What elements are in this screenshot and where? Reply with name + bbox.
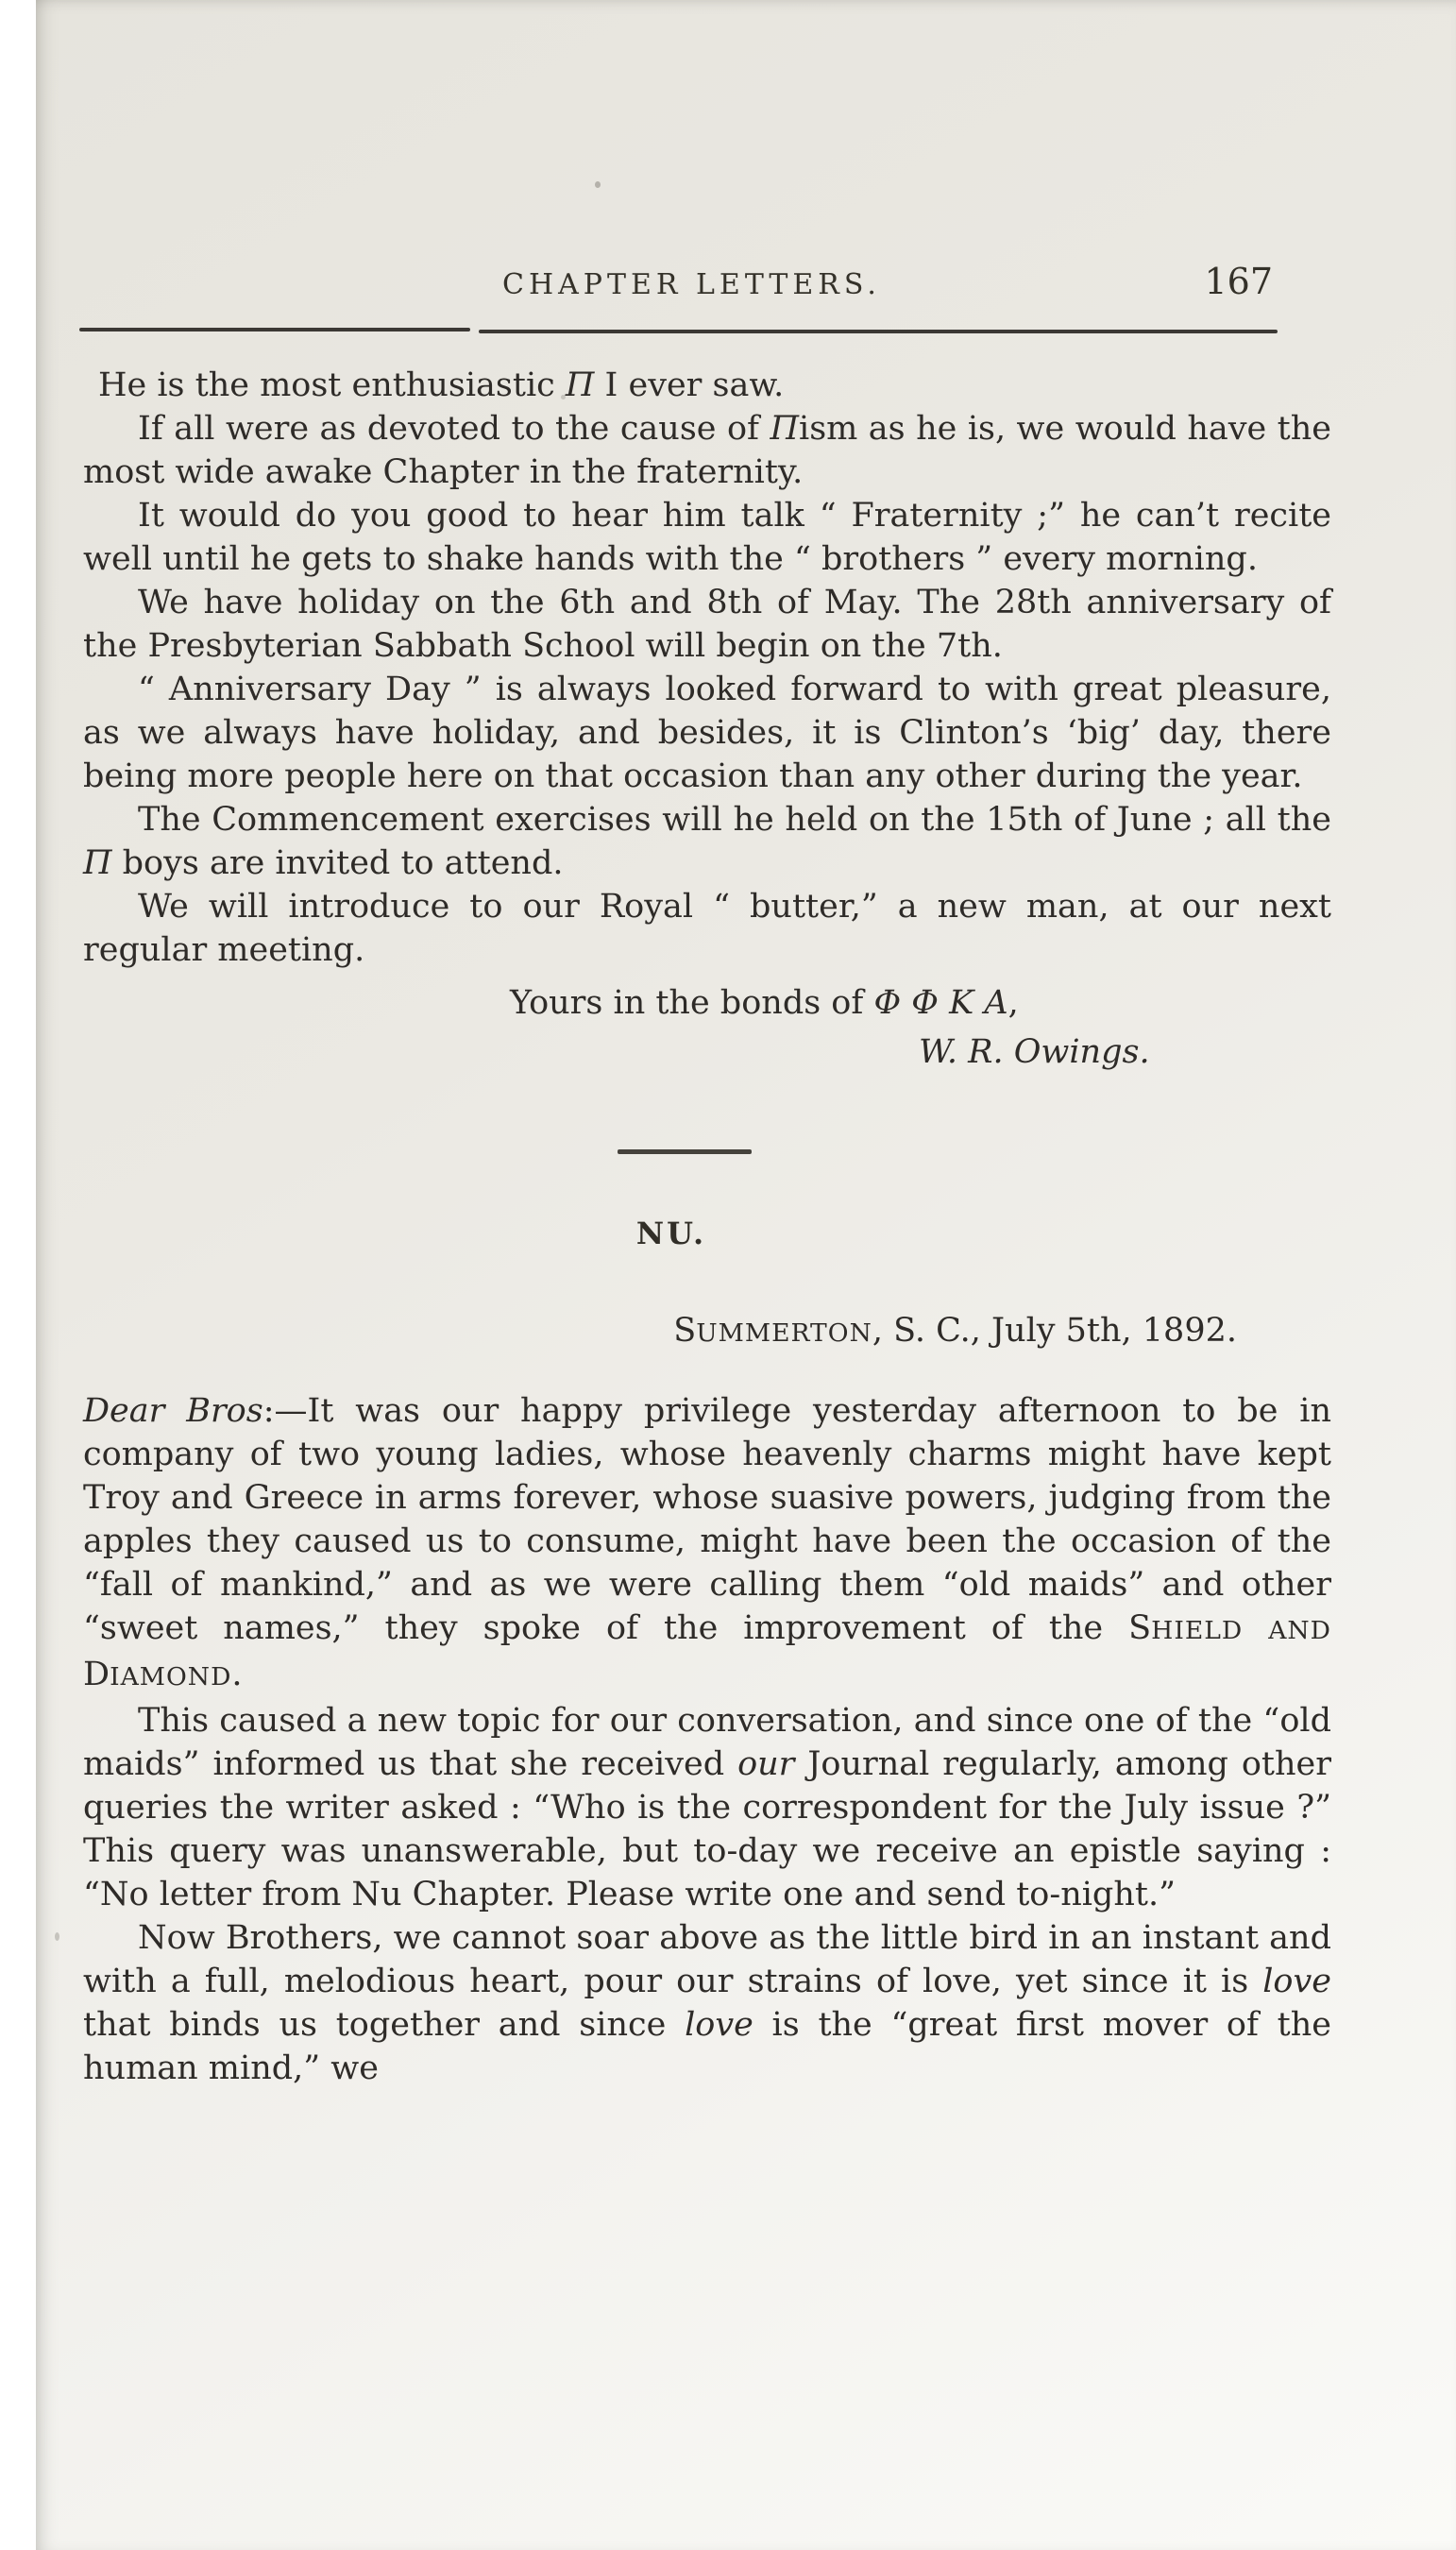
section-heading-nu: NU. (635, 1216, 707, 1251)
text-run: . (231, 1656, 243, 1693)
paragraph (83, 1389, 1331, 1699)
text-run: D (83, 1656, 110, 1693)
paragraph (83, 798, 1331, 885)
paragraph (83, 668, 1331, 798)
paragraph (83, 581, 1331, 668)
text-run: S (1128, 1609, 1152, 1647)
italic-text: love (1262, 1963, 1331, 2000)
text-run: The Commencement exercises will he held on the 15th of June ; all the (138, 801, 1331, 839)
text-run: We have holiday on the 6th and 8th of May. The 28th anniversary of the Presbyterian Sabbath School will begin on the 7th. (83, 584, 1331, 665)
text-run: , S. C., July 5th, 1892. (872, 1312, 1237, 1350)
text-run: S (673, 1312, 697, 1350)
text-run: is the “great first mover of the human mind,” we (83, 2006, 1332, 2087)
text-run: Now Brothers, we cannot soar above as the little bird in an instant and with a full, melodious heart, pour our strains of love, yet since it is (83, 1919, 1331, 2000)
text-run: boys are invited to attend. (111, 844, 564, 882)
italic-text: Π (565, 366, 595, 404)
header-rule-right-segment (479, 330, 1278, 333)
section-divider (618, 1149, 752, 1154)
paragraph (83, 1699, 1331, 1916)
italic-text: Φ Φ Κ Α (873, 984, 1008, 1022)
text-run: I ever saw. (594, 366, 785, 404)
dateline (83, 1309, 1331, 1355)
paragraph (83, 364, 1331, 407)
small-caps-text: IAMOND (110, 1662, 232, 1692)
page-header-title: CHAPTER LETTERS. (502, 268, 881, 301)
text-run: ism as he is, we would have the most wide awake Chapter in the fraternity. (83, 410, 1332, 491)
text-run: It would do you good to hear him talk “ Fraternity ;” he can’t recite well until he gets to shake hands with the “ brothers ” every morning. (83, 497, 1331, 578)
text-run: Journal regularly, among other queries the writer asked : “Who is the correspondent for the July issue ?” This query was unanswerable, but to-day we receive an epistle saying : “No letter from Nu Chapter. Please write one and send to-night.” (83, 1745, 1331, 1913)
paragraph (83, 494, 1331, 581)
text-run: “ Anniversary Day ” is always looked forward to with great pleasure, as we always have holiday, and besides, it is Clinton’s ‘big’ day, there being more people here on that occasion than any other during the year. (83, 671, 1331, 795)
header-rule-left-segment (79, 328, 470, 332)
italic-text: Π (770, 410, 799, 448)
small-caps-text: HIELD (1151, 1616, 1244, 1645)
text-run: He is the most enthusiastic (98, 366, 566, 404)
text-run: This caused a new topic for our conversation, and since one of the “old maids” informed us that she received (83, 1702, 1331, 1783)
closing-line (510, 981, 1331, 1025)
italic-text: love (685, 2006, 753, 2044)
text-run: W. R. Owings. (919, 1033, 1150, 1071)
small-caps-text: AND (1268, 1616, 1331, 1645)
letter-section-nu (83, 1309, 1331, 2090)
page-content (83, 0, 1331, 2090)
text-run: that binds us together and since (83, 2006, 686, 2044)
text-run: Yours in the bonds of (510, 984, 874, 1022)
letter-section-pi (83, 364, 1331, 1074)
italic-text: our (737, 1745, 795, 1783)
text-run: We will introduce to our Royal “ butter,” a new man, at our next regular meeting. (83, 888, 1331, 969)
scan-speck (55, 1932, 59, 1941)
page-number: 167 (1204, 261, 1273, 302)
signature-line (919, 1030, 1331, 1074)
small-caps-text: UMMERTON (696, 1318, 872, 1348)
text-run: , (1007, 984, 1019, 1022)
paragraph (83, 407, 1331, 494)
paragraph (83, 1916, 1331, 2090)
header-rule (83, 328, 1331, 333)
paragraph (83, 885, 1331, 972)
text-run: :—It was our happy privilege yesterday afternoon to be in company of two young ladies, whose heavenly charms might have kept Troy and Greece in arms forever, whose suasive powers, judging from the apples they caused us to consume, might have been the occasion of the “fall of mankind,” and as we were calling them “old maids” and other “sweet names,” they spoke of the improvement of the (83, 1392, 1331, 1647)
running-head (83, 261, 1331, 303)
italic-text: Dear Bros (83, 1392, 263, 1430)
italic-text: Π (83, 844, 112, 882)
text-run (1243, 1609, 1268, 1647)
text-run: If all were as devoted to the cause of (138, 410, 770, 448)
